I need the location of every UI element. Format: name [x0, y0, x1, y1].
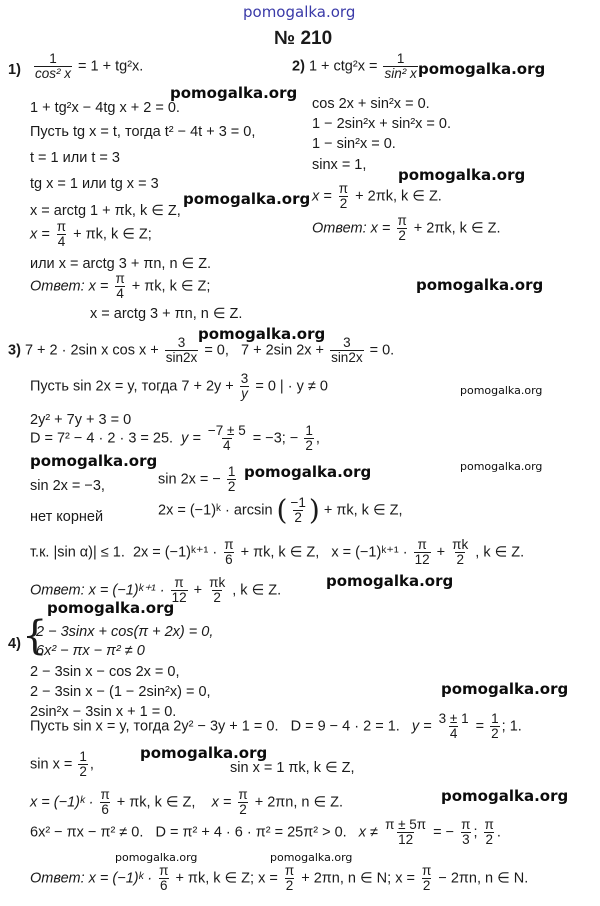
- p3-line-6: 2x = (−1)ᵏ · arcsin ( $\frac{-1}{2}$ ) + πk, k ∈ Z,: [158, 493, 403, 527]
- p4-system-2: 6x² − πx − π² ≠ 0: [36, 643, 145, 659]
- p4-line-5: 2sin²x − 3sin x + 1 = 0.: [30, 704, 177, 720]
- p1-line-3: Пусть tg x = t, тогда t² − 4t + 3 = 0,: [30, 124, 256, 140]
- p3-line-7: т.к. |sin α)| ≤ 1. 2x = (−1)ᵏ⁺¹ · $\frac{\pi}{6}$ + πk, k ∈ Z, x = (−1)ᵏ⁺¹ · $\frac{\pi}{12}$ + $\frac{\pi k}{2}$ , k ∈ Z.: [30, 537, 525, 567]
- p3-line-2: Пусть sin 2x = y, тогда 7 + 2y + $\frac{3}{y}$ = 0 | · y ≠ 0: [30, 371, 328, 401]
- p1-answer: Ответ: x = $\frac{\pi}{4}$ + πk, k ∈ Z;: [30, 271, 211, 301]
- p3-line-4: D = 7² − 4 · 2 · 3 = 25. y = $\frac{-7 \pm 5}{4}$ = −3; − $\frac{1}{2}$ ,: [30, 423, 320, 453]
- watermark: pomogalka.org: [460, 460, 543, 473]
- p3-line-5b: sin 2x = − $\frac{1}{2}$: [158, 464, 236, 494]
- watermark: pomogalka.org: [30, 452, 158, 470]
- p1-line-4: t = 1 или t = 3: [30, 150, 120, 166]
- watermark: pomogalka.org: [47, 599, 175, 617]
- watermark: pomogalka.org: [198, 325, 326, 343]
- watermark: pomogalka.org: [416, 276, 544, 294]
- watermark: pomogalka.org: [270, 851, 353, 864]
- p4-line-7a: sin x = $\frac{1}{2}$ ,: [30, 749, 94, 779]
- p1-line-2: 1 + tg²x − 4tg x + 2 = 0.: [30, 100, 180, 116]
- watermark: pomogalka.org: [441, 787, 569, 805]
- watermark: pomogalka.org: [460, 384, 543, 397]
- system-brace: {: [22, 613, 48, 659]
- p4-line-4: 2 − 3sin x − (1 − 2sin²x) = 0,: [30, 684, 211, 700]
- p3-line-5a: sin 2x = −3,: [30, 478, 105, 494]
- p1-line-5: tg x = 1 или tg x = 3: [30, 176, 159, 192]
- p4-system-1: 2 − 3sinx + cos(π + 2x) = 0,: [36, 624, 214, 640]
- p4-line-6: Пусть sin x = y, тогда 2y² − 3y + 1 = 0. D = 9 − 4 · 2 = 1. y = $\frac{3 \pm 1}{4}$ = $\frac{1}{2}$ ; 1.: [30, 711, 522, 741]
- watermark: pomogalka.org: [326, 572, 454, 590]
- problem-1-label: 1): [8, 62, 21, 78]
- p3-line-3: 2y² + 7y + 3 = 0: [30, 412, 132, 428]
- p4-line-7b: sin x = 1 πk, k ∈ Z,: [230, 760, 355, 776]
- watermark: pomogalka.org: [398, 166, 526, 184]
- p2-line-5: sinx = 1,: [312, 157, 367, 173]
- p2-line-1: 2) 1 + ctg²x = $\frac{1}{\text{sin² x}}$: [292, 51, 417, 81]
- p3-no-roots: нет корней: [30, 509, 104, 525]
- watermark: pomogalka.org: [244, 463, 372, 481]
- watermark: pomogalka.org: [418, 60, 546, 78]
- p2-line-6: x = $\frac{\pi}{2}$ + 2πk, k ∈ Z.: [312, 181, 442, 211]
- watermark: pomogalka.org: [115, 851, 198, 864]
- p1-line-1: $\frac{1}{\text{cos² x}}$ = 1 + tg²x.: [35, 51, 144, 81]
- p2-answer: Ответ: x = $\frac{\pi}{2}$ + 2πk, k ∈ Z.: [312, 213, 501, 243]
- watermark: pomogalka.org: [441, 680, 569, 698]
- p4-line-9: 6x² − πx − π² ≠ 0. D = π² + 4 · 6 · π² = 25π² > 0. x ≠ $\frac{\pi \pm 5\pi}{12}$ = − $\frac{\pi}{3}$ ; $\frac{\pi}{2}$ .: [30, 817, 501, 847]
- watermark: pomogalka.org: [170, 84, 298, 102]
- p1-line-7: x = $\frac{\pi}{4}$ + πk, k ∈ Z;: [30, 219, 152, 249]
- p2-line-3: 1 − 2sin²x + sin²x = 0.: [312, 116, 452, 132]
- watermark: pomogalka.org: [183, 190, 311, 208]
- p1-line-8: или x = arctg 3 + πn, n ∈ Z.: [30, 256, 212, 272]
- p1-answer-2: x = arctg 3 + πn, n ∈ Z.: [90, 306, 243, 322]
- watermark: pomogalka.org: [140, 744, 268, 762]
- problem-4-label: 4): [8, 636, 21, 652]
- p3-answer: Ответ: x = (−1)ᵏ⁺¹ · $\frac{\pi}{12}$ + $\frac{\pi k}{2}$ , k ∈ Z.: [30, 575, 282, 605]
- p4-line-3: 2 − 3sin x − cos 2x = 0,: [30, 664, 180, 680]
- watermark-top: pomogalka.org: [243, 3, 356, 21]
- p2-line-4: 1 − sin²x = 0.: [312, 136, 396, 152]
- page-title: № 210: [274, 28, 333, 49]
- p1-line-6: x = arctg 1 + πk, k ∈ Z,: [30, 203, 181, 219]
- p3-line-1: 3) 7 + 2 · 2sin x cos x + $\frac{3}{\sin 2x}$ = 0, 7 + 2sin 2x + $\frac{3}{\sin 2x}$ = 0.: [8, 335, 395, 365]
- p2-line-2: cos 2x + sin²x = 0.: [312, 96, 430, 112]
- p4-line-8: x = (−1)ᵏ · $\frac{\pi}{6}$ + πk, k ∈ Z, x = $\frac{\pi}{2}$ + 2πn, n ∈ Z.: [30, 787, 344, 817]
- p4-answer: Ответ: x = (−1)ᵏ · $\frac{\pi}{6}$ + πk, k ∈ Z; x = $\frac{\pi}{2}$ + 2πn, n ∈ N; x = $\frac{\pi}{2}$ − 2πn, n ∈ N.: [30, 863, 529, 893]
